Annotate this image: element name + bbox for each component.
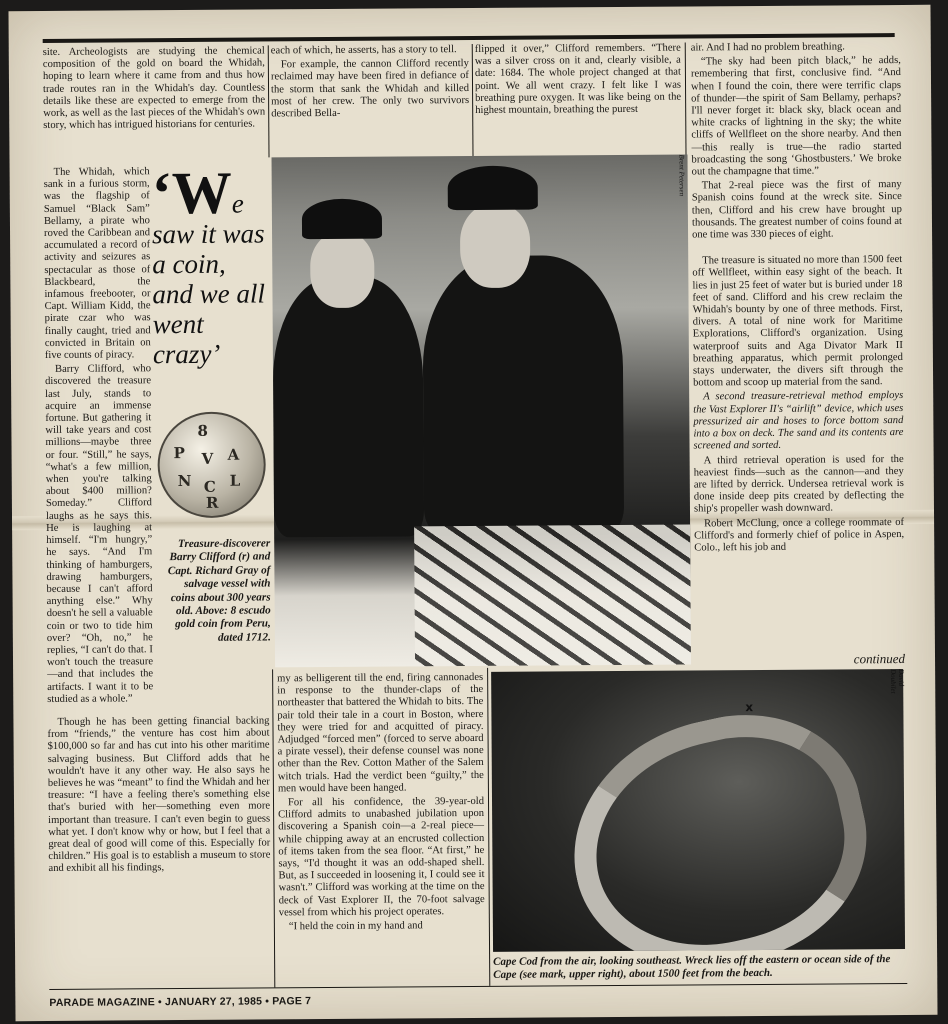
column-3-top	[475, 43, 682, 154]
man-right-figure	[422, 255, 624, 536]
man-left-cap	[302, 199, 382, 240]
paragraph: site. Archeologists are studying the chemical composition of the gold on board the Whidah, hoping to learn where it came from and thus how trade routes ran in the Whidah's day. Countless details like these are expected to emerge from the work, as well as the last pieces of the Whidah's own story, which has intrigued historians for centuries.	[42, 45, 266, 132]
coin-glyph: C	[203, 477, 216, 496]
coins-on-deck	[414, 524, 691, 666]
photo-cape-cod-aerial	[491, 669, 905, 952]
paragraph: Barry Clifford, who discovered the treasure last July, stands to acquire an immense fortune. But gathering it will take years and cost millions—maybe three or four. “Still,” he says, “what's a few million, when you're talking about $400 million? Someday.” Clifford laughs as he says this. He is laughing at himself. “I'm hungry,” he says. “And I'm thinking of hamburgers, drawing hamburgers, because I can't afford anything else.” Why doesn't he sell a valuable coin or two to tide him over? “Oh, no,” he replies, “I can't do that. I won't touch the treasure—and that includes the artifacts. I want it to be studied as a whole.”	[45, 363, 154, 705]
page-footer: PARADE MAGAZINE • JANUARY 27, 1985 • PAGE 7	[49, 995, 312, 1009]
coin-glyph: L	[229, 471, 241, 490]
man-right-face	[460, 204, 531, 288]
pull-quote-text: e saw it was a coin, and we all went crazy’	[151, 188, 266, 370]
man-right-cap	[448, 166, 538, 211]
paragraph: “I held the coin in my hand and	[288, 920, 423, 933]
paragraph: Though he has been getting financial backing from “friends,” the venture has cost him about $100,000 so far and has cut into his other maritime salvaging business. But Clifford adds that he wouldn't have it any other way. He also says he believes he was “meant” to find the Whidah and her treasure: “I have a feeling there's something else that's buried with her—something even more important than treasure. I can't even begin to guess what yet. I don't know why or how, but I feel that a great deal of good will come of this. Especially for children.” His goal is to establish a museum to store and exhibit all his findings,	[47, 715, 271, 875]
column-rule	[472, 44, 474, 156]
column-rule	[272, 669, 275, 987]
paragraph: Robert McClung, once a college roommate of Clifford's and formerly chief of police in Aspen, Colo., left his job and	[694, 516, 905, 554]
paragraph: A second treasure-retrieval method employs the Vast Explorer II's “airlift” device, which uses pressurized air and hoses to force bottom sand into a box on deck. The sand and its contents are screened and sorted.	[693, 390, 904, 452]
man-left-figure	[272, 276, 424, 537]
paragraph: air. And I had no problem breathing.	[690, 41, 845, 54]
pull-quote	[151, 159, 271, 370]
column-2-bottom	[277, 672, 485, 985]
column-1-top	[43, 45, 266, 167]
column-rule	[487, 668, 490, 986]
paragraph: each of which, he asserts, has a story to tell.	[270, 44, 457, 57]
column-1-bottom	[47, 715, 271, 993]
coin-glyph: P	[173, 444, 185, 463]
photo-credit-bottom: David Doubilet	[889, 668, 906, 694]
paragraph: my as belligerent till the end, firing cannonades in response to the thunder-claps of the northeaster that battered the Whidah to bits. The pair told their tale in a court in Boston, where they were tried for and acquitted of piracy. Adjudged “forced men” (forced to serve aboard a pirate vessel), their defense counsel was none other than the Rev. Cotton Mather of the Salem witch trials. Had the verdict been “guilty,” the men would have been hanged.	[277, 671, 484, 795]
gold-coin-image	[157, 411, 266, 518]
coin-glyph: A	[227, 445, 240, 464]
column-rule	[268, 45, 270, 157]
paragraph: A third retrieval operation is used for the heaviest finds—such as the cannon—and they are lifted by derrick. Undersea retrieval work is done inside deep pits created by deflecting the ship's propeller wash downward.	[693, 453, 904, 515]
coin-glyph: R	[205, 493, 219, 512]
paragraph: That 2-real piece was the first of many Spanish coins found at the wreck site. Since then, Clifford and his crew have brought up thousands. The greatest number of coins found at one time was 330 pieces of eight.	[691, 179, 903, 241]
paragraph: The treasure is situated no more than 1500 feet off Wellfleet, within easy sight of the beach. It lies in just 25 feet of water but is buried under 18 feet of sand. Clifford and his crew reclaim the Whidah's bounty by one of three methods. First, divers. A total of nine work for Maritime Explorations, Clifford's organization. Using waterproof suits and Aga Divator Mark II breathing apparatus, which permit prolonged stays underwater, the divers sift through the bottom and scoop up material from the sand.	[692, 254, 904, 389]
continued-label: continued	[853, 650, 906, 667]
coin-glyph: N	[177, 471, 192, 491]
coin-glyph: 8	[197, 421, 208, 440]
coin-glyph: V	[201, 449, 214, 468]
column-4	[691, 41, 905, 654]
column-2-top	[271, 44, 470, 155]
photo-credit-top: Brent Petersen	[677, 154, 686, 197]
pull-quote-initial: ‘W	[151, 159, 232, 227]
paragraph: The Whidah, which sank in a furious storm, was the flagship of Samuel “Black Sam” Bellamy, a pirate who roved the Caribbean and accumulated a record of activity and seizures as spectacular as those of Blackbeard, the infamous freebooter, or Capt. William Kidd, the pirate czar who was finally caught, tried and convicted in Britain on five counts of piracy.	[43, 166, 151, 362]
photo-caption-bottom: Cape Cod from the air, looking southeast. Wreck lies off the eastern or ocean side of the Cape (see mark, upper right), about 1500 feet from the beach.	[493, 953, 891, 981]
wreck-location-mark: x	[745, 700, 754, 715]
cape-cod-landmass	[550, 692, 890, 952]
paragraph: For all his confidence, the 39-year-old Clifford admits to unabashed jubilation upon discovering a Spanish coin—a 2-real piece—while chipping away at an encrusted collection of items taken from the sea floor. “At first,” he says, “I'd thought it was an odd-shaped shell. But, as I succeeded in loosening it, I could see it wasn't.” Clifford was working at the time on the deck of Vast Explorer II, the 70-foot salvage vessel from which his project operates.	[278, 795, 485, 919]
photo-divers-with-coins	[272, 154, 692, 667]
paragraph: flipped it over,” Clifford remembers. “There was a silver cross on it and, clearly visible, a date: 1684. The whole project changed at that point. We all went crazy. I felt like I was breathing pure oxygen. It was like being on the highest mountain, breathing the purest	[474, 42, 682, 116]
paragraph: For example, the cannon Clifford recently reclaimed may have been fired in defiance of the storm that sank the Whidah and killed most of her crew. The only two survivors described Bella-	[270, 58, 470, 120]
paragraph: “The sky had been pitch black,” he adds, remembering that first, conclusive find. “And when I found the coin, there were terrific claps of thunder—the spirit of Sam Bellamy, perhaps? I'll never forget it: black sky, black ocean and white cracks of lightning in the sky; the white cliffs of Wellfleet on the shore nearby. And then—this really is true—the radio started broadcasting the song ‘Ghostbusters.’ We broke out the champagne that time.”	[690, 55, 902, 178]
man-left-face	[310, 232, 375, 308]
newspaper-page	[8, 5, 937, 1021]
photo-caption-top: Treasure-discoverer Barry Clifford (r) and Capt. Richard Gray of salvage vessel with coins about 300 years old. Above: 8 escudo gold coin from Peru, dated 1712.	[167, 537, 271, 644]
